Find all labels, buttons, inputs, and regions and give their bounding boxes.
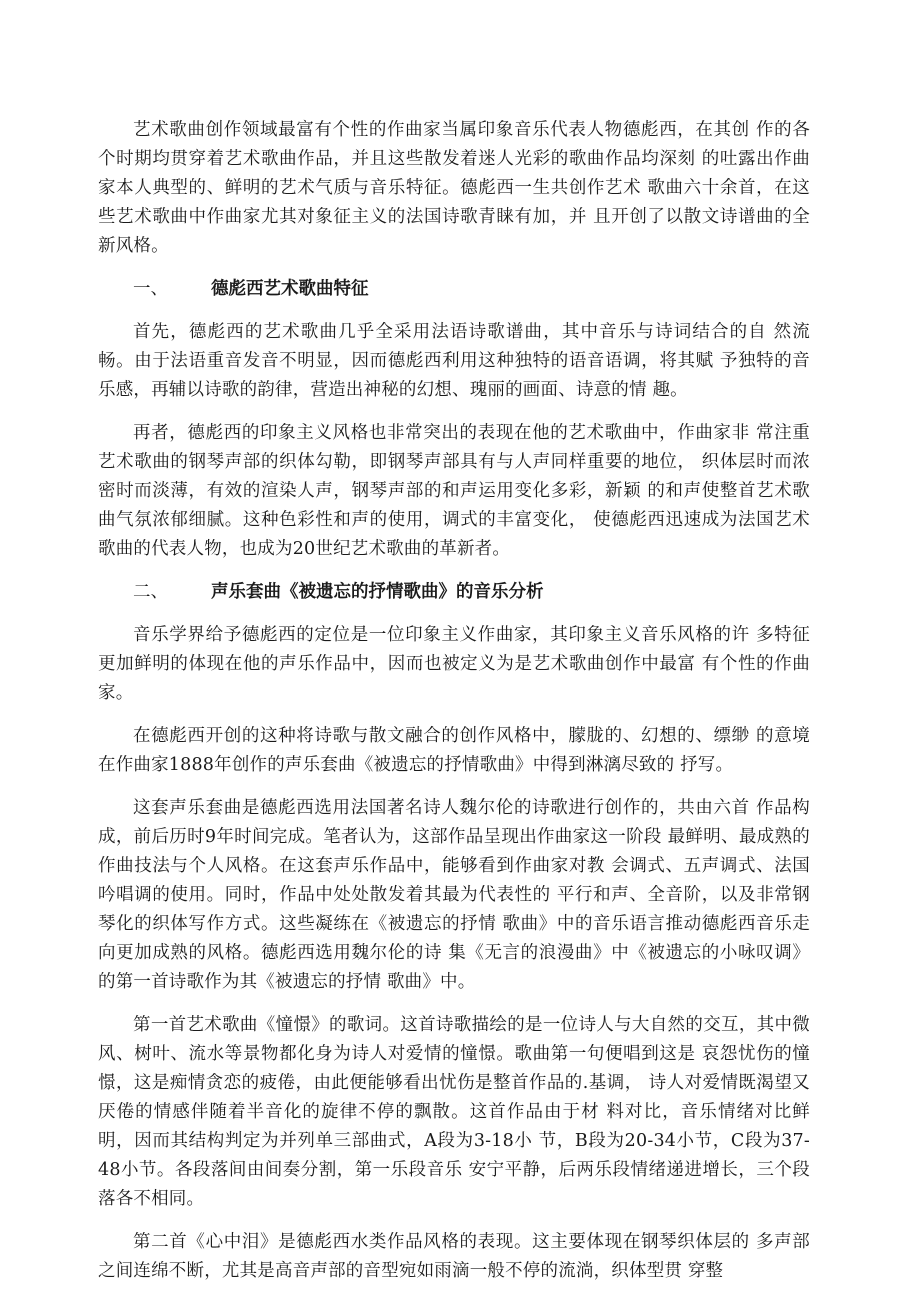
section-title-1: 德彪西艺术歌曲特征	[211, 279, 369, 299]
section2-paragraph-1: 音乐学界给予德彪西的定位是一位印象主义作曲家，其印象主义音乐风格的许 多特征更加鲜明的体现在他的声乐作品中，因而也被定义为是艺术歌曲创作中最富 有个性的作曲家。	[98, 625, 810, 703]
section-title-2: 声乐套曲《被遗忘的抒情歌曲》的音乐分析	[211, 582, 544, 602]
section2-paragraph-4: 第一首艺术歌曲《憧憬》的歌词。这首诗歌描绘的是一位诗人与大自然的交互，其中微风、树叶、流水等景物都化身为诗人对爱情的憧憬。歌曲第一句便唱到这是 哀怨忧伤的憧憬，这是痴情贪恋的疲倦，由此便能够看出忧伤是整首作品的.基调， 诗人对爱情既渴望又厌倦的情感伴随着半音化的旋律不停的飘散。这首作品由于材 料对比，音乐情绪对比鲜明，因而其结构判定为并列单三部曲式，A段为3-18小 节，B段为20-34小节，C段为37-48小节。各段落间由间奏分割，第一乐段音乐 安宁平静，后两乐段情绪递进增长，三个段落各不相同。	[98, 1015, 810, 1209]
section2-paragraph-3: 这套声乐套曲是德彪西选用法国著名诗人魏尔伦的诗歌进行创作的，共由六首 作品构成，前后历时9年时间完成。笔者认为，这部作品呈现出作曲家这一阶段 最鲜明、最成熟的作曲技法与个人风格。在这套声乐作品中，能够看到作曲家对教 会调式、五声调式、法国吟唱调的使用。同时，作品中处处散发着其最为代表性的 平行和声、全音阶，以及非常钢琴化的织体写作方式。这些凝练在《被遗忘的抒情 歌曲》中的音乐语言推动德彪西音乐走向更加成熟的风格。德彪西选用魏尔伦的诗 集《无言的浪漫曲》中《被遗忘的小咏叹调》的第一首诗歌作为其《被遗忘的抒情 歌曲》中。	[98, 798, 810, 992]
section-number-1: 一、	[133, 279, 168, 299]
intro-paragraph: 艺术歌曲创作领域最富有个性的作曲家当属印象音乐代表人物德彪西，在其创 作的各个时期均贯穿着艺术歌曲作品，并且这些散发着迷人光彩的歌曲作品均深刻 的吐露出作曲家本人典型的、鲜明的艺术气质与音乐特征。德彪西一生共创作艺术 歌曲六十余首，在这些艺术歌曲中作曲家尤其对象征主义的法国诗歌青睐有加，并 且开创了以散文诗谱曲的全新风格。	[98, 120, 810, 256]
section-heading-2	[98, 578, 810, 607]
section1-paragraph-2: 再者，德彪西的印象主义风格也非常突出的表现在他的艺术歌曲中，作曲家非 常注重艺术歌曲的钢琴声部的织体勾勒，即钢琴声部具有与人声同样重要的地位， 织体层时而浓密时而淡薄，有效的渲染人声，钢琴声部的和声运用变化多彩，新颖 的和声使整首艺术歌曲气氛浓郁细腻。这种色彩性和声的使用，调式的丰富变化， 使德彪西迅速成为法国艺术歌曲的代表人物，也成为20世纪艺术歌曲的革新者。	[98, 423, 810, 559]
section-heading-1	[98, 275, 810, 304]
section2-paragraph-2: 在德彪西开创的这种将诗歌与散文融合的创作风格中，朦胧的、幻想的、缥缈 的意境在作曲家1888年创作的声乐套曲《被遗忘的抒情歌曲》中得到淋漓尽致的 抒写。	[98, 726, 810, 775]
section1-paragraph-1: 首先，德彪西的艺术歌曲几乎全采用法语诗歌谱曲，其中音乐与诗词结合的自 然流畅。由于法语重音发音不明显，因而德彪西利用这种独特的语音语调，将其赋 予独特的音乐感，再辅以诗歌的韵律，营造出神秘的幻想、瑰丽的画面、诗意的情 趣。	[98, 322, 810, 400]
document-page	[98, 116, 810, 1300]
section2-paragraph-5: 第二首《心中泪》是德彪西水类作品风格的表现。这主要体现在钢琴织体层的 多声部之间连绵不断，尤其是高音声部的音型宛如雨滴一般不停的流淌，织体型贯 穿整	[98, 1232, 810, 1281]
section-number-2: 二、	[133, 582, 168, 602]
